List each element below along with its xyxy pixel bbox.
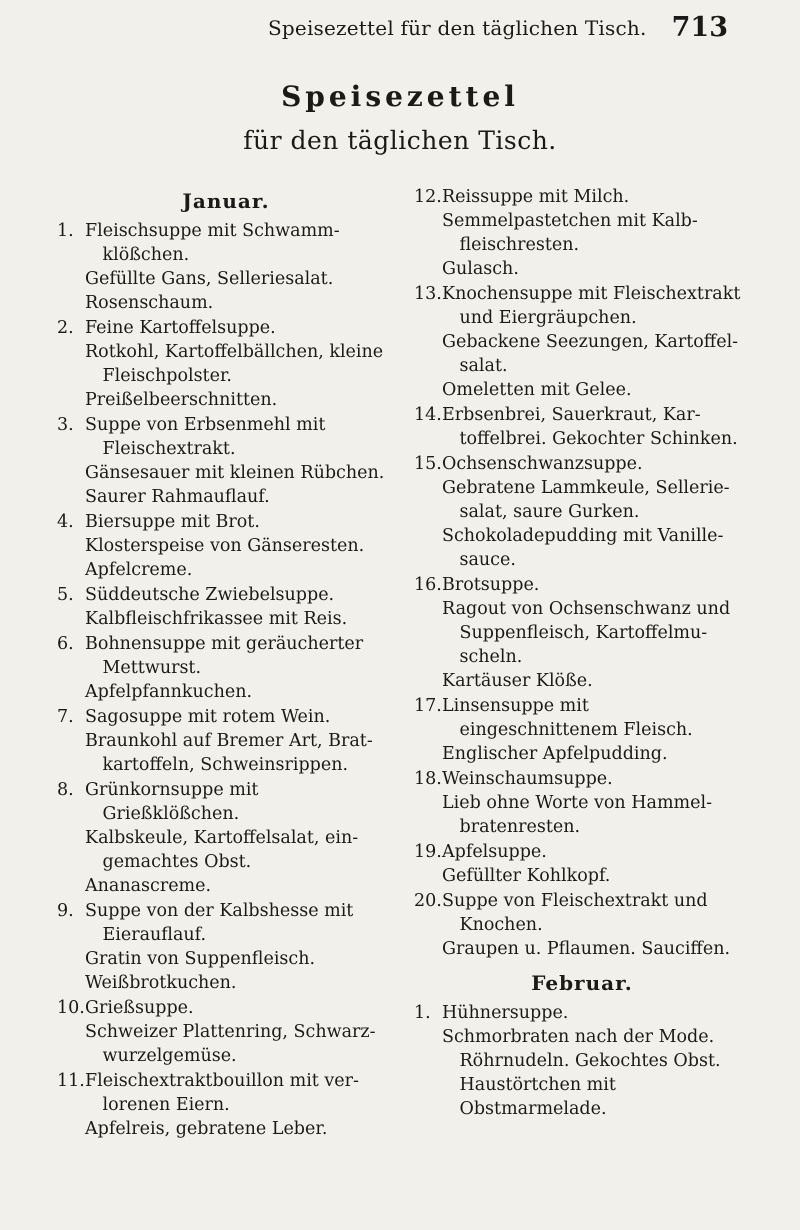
dish-line: Rotkohl, Kartoffelbällchen, kleine Fleischpolster. — [85, 342, 384, 386]
dish-line: Schmorbraten nach der Mode. Röhrnudeln. Gekochtes Obst. Haustörtchen mit Obstmarmelade. — [442, 1027, 721, 1119]
menu-entry — [55, 632, 397, 704]
entry-number: 2. — [57, 318, 74, 338]
menu-entry — [55, 219, 397, 315]
dish-line: Erbsenbrei, Sauerkraut, Kar-toffelbrei. Gekochter Schinken. — [442, 405, 738, 449]
dish-line: Braunkohl auf Bremer Art, Brat-kartoffeln, Schweinsrippen. — [85, 731, 373, 775]
dish-line: Hühnersuppe. — [442, 1003, 569, 1023]
menu-entry — [412, 573, 752, 693]
dish-line: Süddeutsche Zwiebelsuppe. — [85, 585, 335, 605]
menu-list-januar — [55, 219, 397, 1141]
menu-entry — [55, 1069, 397, 1141]
entry-number: 10. — [57, 998, 85, 1018]
dish-line: Feine Kartoffelsuppe. — [85, 318, 276, 338]
dish-line: Gebratene Lammkeule, Sellerie-salat, saure Gurken. — [442, 478, 730, 522]
page-subtitle: für den täglichen Tisch. — [243, 126, 557, 155]
dish-line: Apfelreis, gebratene Leber. — [85, 1119, 328, 1139]
dish-line: Schweizer Plattenring, Schwarz-wurzelgemüse. — [85, 1022, 376, 1066]
dish-line: Weinschaumsuppe. — [442, 769, 613, 789]
month-heading-februar: Februar. — [531, 971, 633, 995]
dish-line: Rosenschaum. — [85, 293, 214, 313]
dish-line: Reissuppe mit Milch. — [442, 187, 630, 207]
dish-line: Apfelcreme. — [85, 560, 193, 580]
menu-entry — [55, 705, 397, 777]
menu-entry — [412, 185, 752, 281]
running-header — [0, 10, 800, 44]
menu-list-februar — [412, 1001, 752, 1121]
menu-entry — [55, 899, 397, 995]
page-number: 713 — [671, 12, 728, 43]
entry-number: 9. — [57, 901, 74, 921]
dish-line: Fleischsuppe mit Schwamm-klößchen. — [85, 221, 340, 265]
dish-line: Apfelsuppe. — [442, 842, 547, 862]
entry-number: 1. — [57, 221, 74, 241]
dish-line: Omeletten mit Gelee. — [442, 380, 632, 400]
menu-entry — [55, 316, 397, 412]
dish-line: Semmelpastetchen mit Kalb-fleischresten. — [442, 211, 698, 255]
dish-line: Fleischextraktbouillon mit ver-lorenen Eiern. — [85, 1071, 359, 1115]
entry-number: 5. — [57, 585, 74, 605]
dish-line: Brotsuppe. — [442, 575, 540, 595]
menu-entry — [412, 840, 752, 888]
dish-line: Grünkornsuppe mit Grießklößchen. — [85, 780, 259, 824]
entry-number: 11. — [57, 1071, 85, 1091]
menu-entry — [55, 778, 397, 898]
dish-line: Ochsenschwanzsuppe. — [442, 454, 643, 474]
dish-line: Kalbskeule, Kartoffelsalat, ein-gemachtes Obst. — [85, 828, 359, 872]
dish-line: Suppe von der Kalbshesse mit Eierauflauf. — [85, 901, 354, 945]
entry-number: 14. — [414, 405, 442, 425]
dish-line: Ananascreme. — [85, 876, 212, 896]
menu-entry — [55, 996, 397, 1068]
menu-entry — [55, 583, 397, 631]
entry-number: 4. — [57, 512, 74, 532]
dish-line: Gulasch. — [442, 259, 519, 279]
menu-entry — [412, 767, 752, 839]
dish-line: Gebackene Seezungen, Kartoffel-salat. — [442, 332, 739, 376]
entry-number: 18. — [414, 769, 442, 789]
dish-line: Knochensuppe mit Fleischextrakt und Eiergräupchen. — [442, 284, 741, 328]
dish-line: Gratin von Suppenfleisch. — [85, 949, 316, 969]
entry-number: 8. — [57, 780, 74, 800]
menu-entry — [412, 694, 752, 766]
dish-line: Bohnensuppe mit geräucherter Mettwurst. — [85, 634, 364, 678]
dish-line: Schokoladepudding mit Vanille-sauce. — [442, 526, 724, 570]
menu-entry — [55, 510, 397, 582]
dish-line: Weißbrotkuchen. — [85, 973, 237, 993]
left-column — [55, 185, 397, 1142]
dish-line: Gefüllter Kohlkopf. — [442, 866, 611, 886]
dish-line: Preißelbeerschnitten. — [85, 390, 278, 410]
menu-entry — [412, 1001, 752, 1121]
entry-number: 13. — [414, 284, 442, 304]
dish-line: Apfelpfannkuchen. — [85, 682, 253, 702]
menu-list-januar-continued — [412, 185, 752, 961]
dish-line: Sagosuppe mit rotem Wein. — [85, 707, 331, 727]
dish-line: Graupen u. Pflaumen. Sauciffen. — [442, 939, 731, 959]
menu-entry — [55, 413, 397, 509]
entry-number: 6. — [57, 634, 74, 654]
right-column — [412, 185, 752, 1122]
dish-line: Biersuppe mit Brot. — [85, 512, 260, 532]
dish-line: Lieb ohne Worte von Hammel-bratenresten. — [442, 793, 712, 837]
entry-number: 3. — [57, 415, 74, 435]
entry-number: 16. — [414, 575, 442, 595]
menu-entry — [412, 282, 752, 402]
entry-number: 12. — [414, 187, 442, 207]
entry-number: 7. — [57, 707, 74, 727]
menu-entry — [412, 403, 752, 451]
dish-line: Ragout von Ochsenschwanz und Suppenfleisch, Kartoffelmu-scheln. — [442, 599, 731, 667]
menu-entry — [412, 889, 752, 961]
entry-number: 19. — [414, 842, 442, 862]
entry-number: 1. — [414, 1003, 431, 1023]
dish-line: Gefüllte Gans, Selleriesalat. — [85, 269, 334, 289]
dish-line: Saurer Rahmauflauf. — [85, 487, 270, 507]
entry-number: 15. — [414, 454, 442, 474]
dish-line: Suppe von Erbsenmehl mit Fleischextrakt. — [85, 415, 326, 459]
running-title: Speisezettel für den täglichen Tisch. — [268, 16, 647, 40]
dish-line: Linsensuppe mit eingeschnittenem Fleisch. — [442, 696, 693, 740]
dish-line: Englischer Apfelpudding. — [442, 744, 668, 764]
dish-line: Klosterspeise von Gänseresten. — [85, 536, 365, 556]
menu-entry — [412, 452, 752, 572]
page-title: Speisezettel — [281, 80, 519, 113]
dish-line: Kartäuser Klöße. — [442, 671, 593, 691]
entry-number: 17. — [414, 696, 442, 716]
dish-line: Kalbfleischfrikassee mit Reis. — [85, 609, 348, 629]
dish-line: Suppe von Fleischextrakt und Knochen. — [442, 891, 708, 935]
month-heading-januar: Januar. — [182, 189, 270, 213]
dish-line: Grießsuppe. — [85, 998, 194, 1018]
dish-line: Gänsesauer mit kleinen Rübchen. — [85, 463, 385, 483]
entry-number: 20. — [414, 891, 442, 911]
